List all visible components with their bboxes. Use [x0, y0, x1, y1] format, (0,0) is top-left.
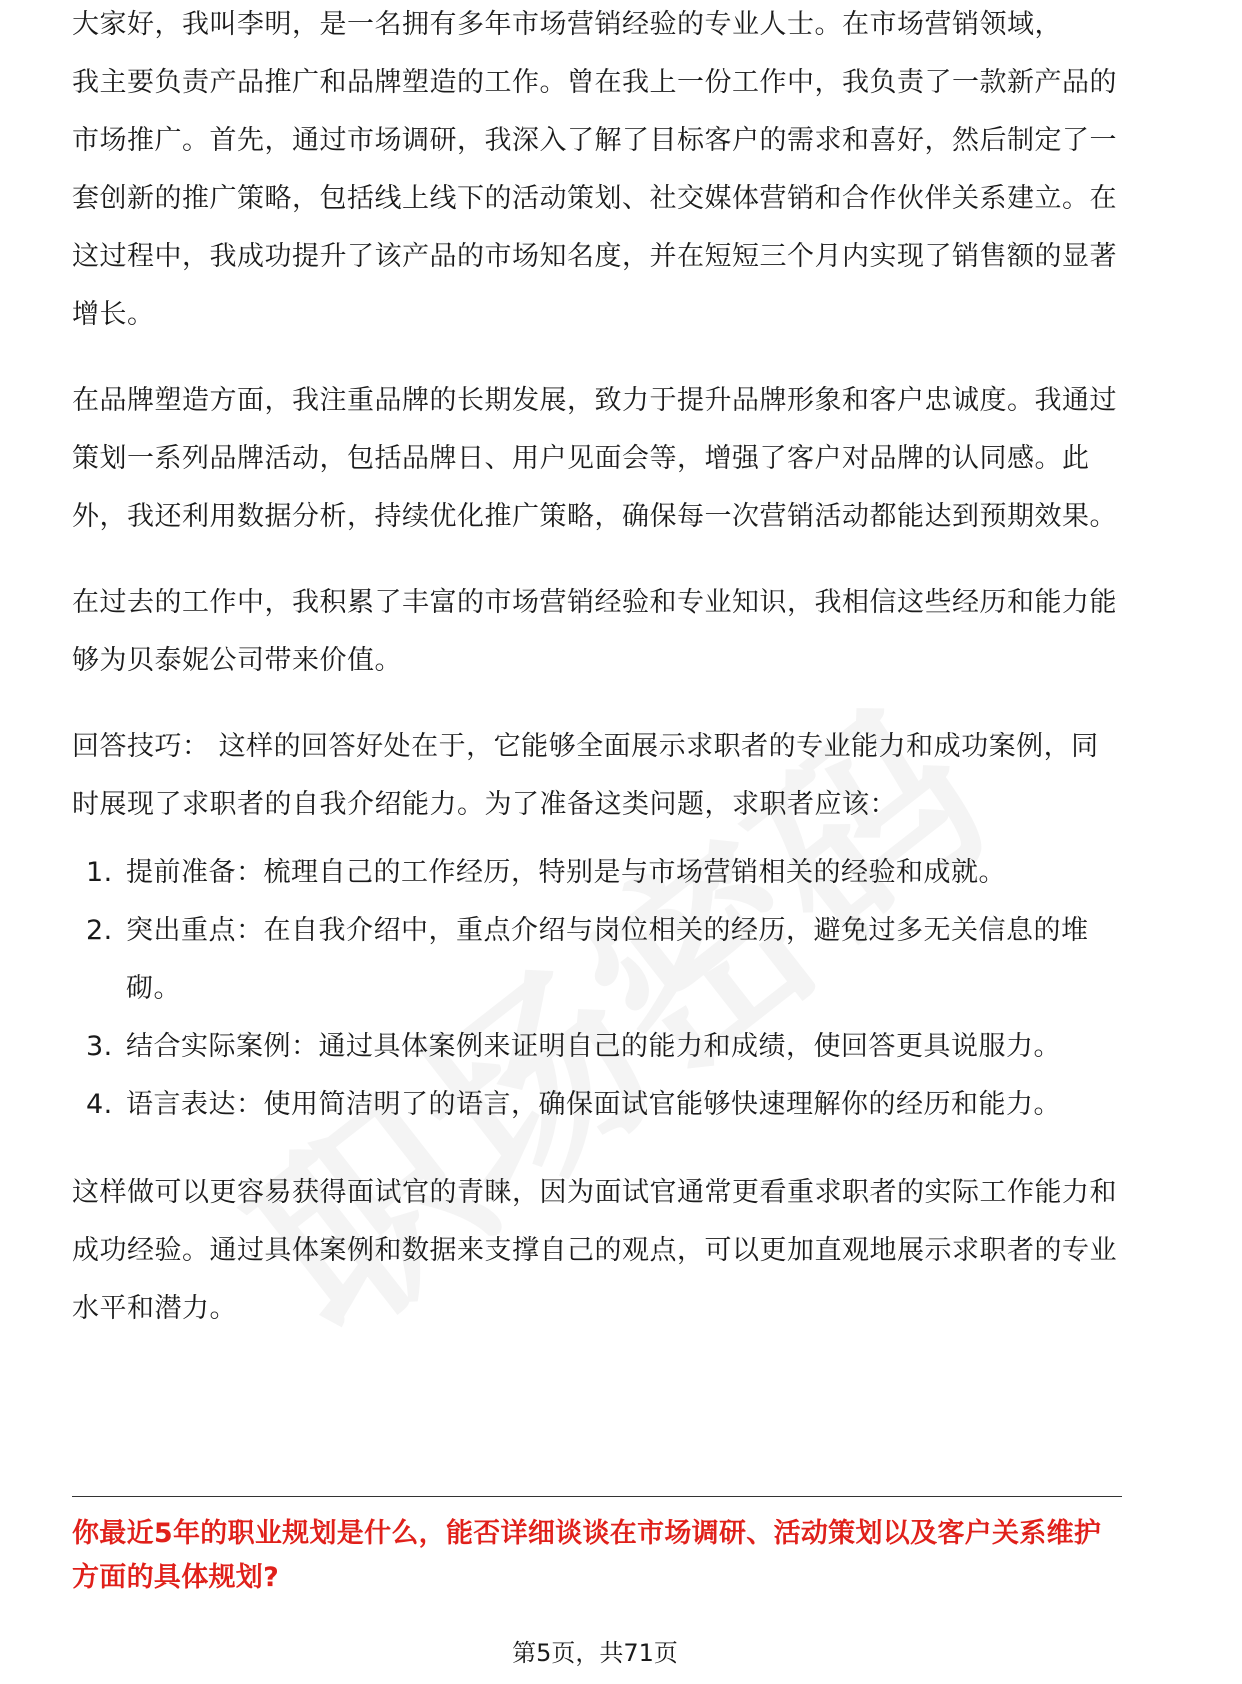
tips-list	[72, 844, 1122, 1134]
cut-off-line: 大家好，我叫李明，是一名拥有多年市场营销经验的专业人士。在市场营销领域，	[72, 9, 1062, 40]
list-number: 4.	[86, 1089, 113, 1120]
paragraph-conclusion: 这样做可以更容易获得面试官的青睐，因为面试官通常更看重求职者的实际工作能力和成功经验。通过具体案例和数据来支撑自己的观点，可以更加直观地展示求职者的专业水平和潜力。	[72, 1177, 1117, 1324]
main-content	[72, 9, 1122, 1366]
list-item	[72, 1018, 1122, 1076]
list-item-text: 突出重点：在自我介绍中，重点介绍与岗位相关的经历，避免过多无关信息的堆砌。	[126, 915, 1089, 1004]
paragraph-answer-tips: 回答技巧： 这样的回答好处在于，它能够全面展示求职者的专业能力和成功案例，同时展现了求职者的自我介绍能力。为了准备这类问题，求职者应该：	[72, 731, 1099, 820]
list-item-text: 提前准备：梳理自己的工作经历，特别是与市场营销相关的经验和成就。	[126, 857, 1006, 888]
list-item-text: 结合实际案例：通过具体案例来证明自己的能力和成绩，使回答更具说服力。	[126, 1031, 1061, 1062]
next-question-heading: 你最近5年的职业规划是什么，能否详细谈谈在市场调研、活动策划以及客户关系维护方面的具体规划?	[72, 1518, 1102, 1593]
paragraph-value: 在过去的工作中，我积累了丰富的市场营销经验和专业知识，我相信这些经历和能力能够为贝泰妮公司带来价值。	[72, 587, 1117, 676]
list-item	[72, 1076, 1122, 1134]
page-number: 第5页，共71页	[512, 1639, 678, 1667]
list-number: 3.	[86, 1031, 113, 1062]
section-divider	[72, 1496, 1122, 1497]
list-number: 1.	[86, 857, 113, 888]
paragraph-self-intro: 我主要负责产品推广和品牌塑造的工作。曾在我上一份工作中，我负责了一款新产品的市场推广。首先，通过市场调研，我深入了解了目标客户的需求和喜好，然后制定了一套创新的推广策略，包括线上线下的活动策划、社交媒体营销和合作伙伴关系建立。在这过程中，我成功提升了该产品的市场知名度，并在短短三个月内实现了销售额的显著增长。	[72, 67, 1117, 330]
list-item	[72, 844, 1122, 902]
list-item	[72, 902, 1122, 1018]
list-number: 2.	[86, 915, 113, 946]
list-item-text: 语言表达：使用简洁明了的语言，确保面试官能够快速理解你的经历和能力。	[126, 1089, 1061, 1120]
paragraph-brand: 在品牌塑造方面，我注重品牌的长期发展，致力于提升品牌形象和客户忠诚度。我通过策划一系列品牌活动，包括品牌日、用户见面会等，增强了客户对品牌的认同感。此外，我还利用数据分析，持续优化推广策略，确保每一次营销活动都能达到预期效果。	[72, 385, 1117, 532]
